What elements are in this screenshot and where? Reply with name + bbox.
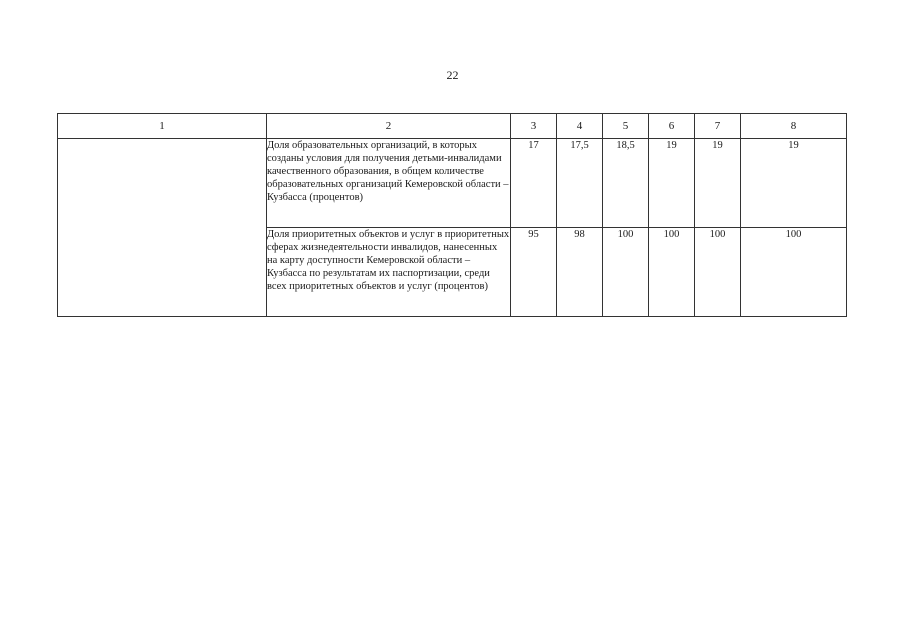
column-header-5: 5 xyxy=(603,114,649,139)
indicator-value: 19 xyxy=(741,139,847,228)
table-header-row xyxy=(58,114,847,139)
table-row xyxy=(58,139,847,228)
column-header-6: 6 xyxy=(649,114,695,139)
indicator-value: 19 xyxy=(649,139,695,228)
table-cell-blank xyxy=(58,139,267,317)
column-header-4: 4 xyxy=(557,114,603,139)
column-header-1: 1 xyxy=(58,114,267,139)
indicator-value: 100 xyxy=(741,228,847,317)
indicators-table xyxy=(57,113,847,317)
indicator-value: 100 xyxy=(695,228,741,317)
column-header-2: 2 xyxy=(267,114,511,139)
indicator-value: 95 xyxy=(511,228,557,317)
indicator-value: 100 xyxy=(603,228,649,317)
indicator-value: 17,5 xyxy=(557,139,603,228)
indicator-value: 19 xyxy=(695,139,741,228)
indicator-description: Доля приоритетных объектов и услуг в приоритетных сферах жизнедеятельности инвалидов, нанесенных на карту доступности Кемеровской области – Кузбасса по результатам их паспортизации, среди всех приоритетных объектов и услуг (процентов) xyxy=(267,228,511,317)
indicator-value: 98 xyxy=(557,228,603,317)
indicator-value: 18,5 xyxy=(603,139,649,228)
page-number: 22 xyxy=(446,68,459,82)
indicator-value: 17 xyxy=(511,139,557,228)
column-header-7: 7 xyxy=(695,114,741,139)
column-header-3: 3 xyxy=(511,114,557,139)
indicator-value: 100 xyxy=(649,228,695,317)
indicator-description: Доля образовательных организаций, в которых созданы условия для получения детьми-инвалидами качественного образования, в общем количестве образовательных организаций Кемеровской области – Кузбасса (процентов) xyxy=(267,139,511,228)
column-header-8: 8 xyxy=(741,114,847,139)
